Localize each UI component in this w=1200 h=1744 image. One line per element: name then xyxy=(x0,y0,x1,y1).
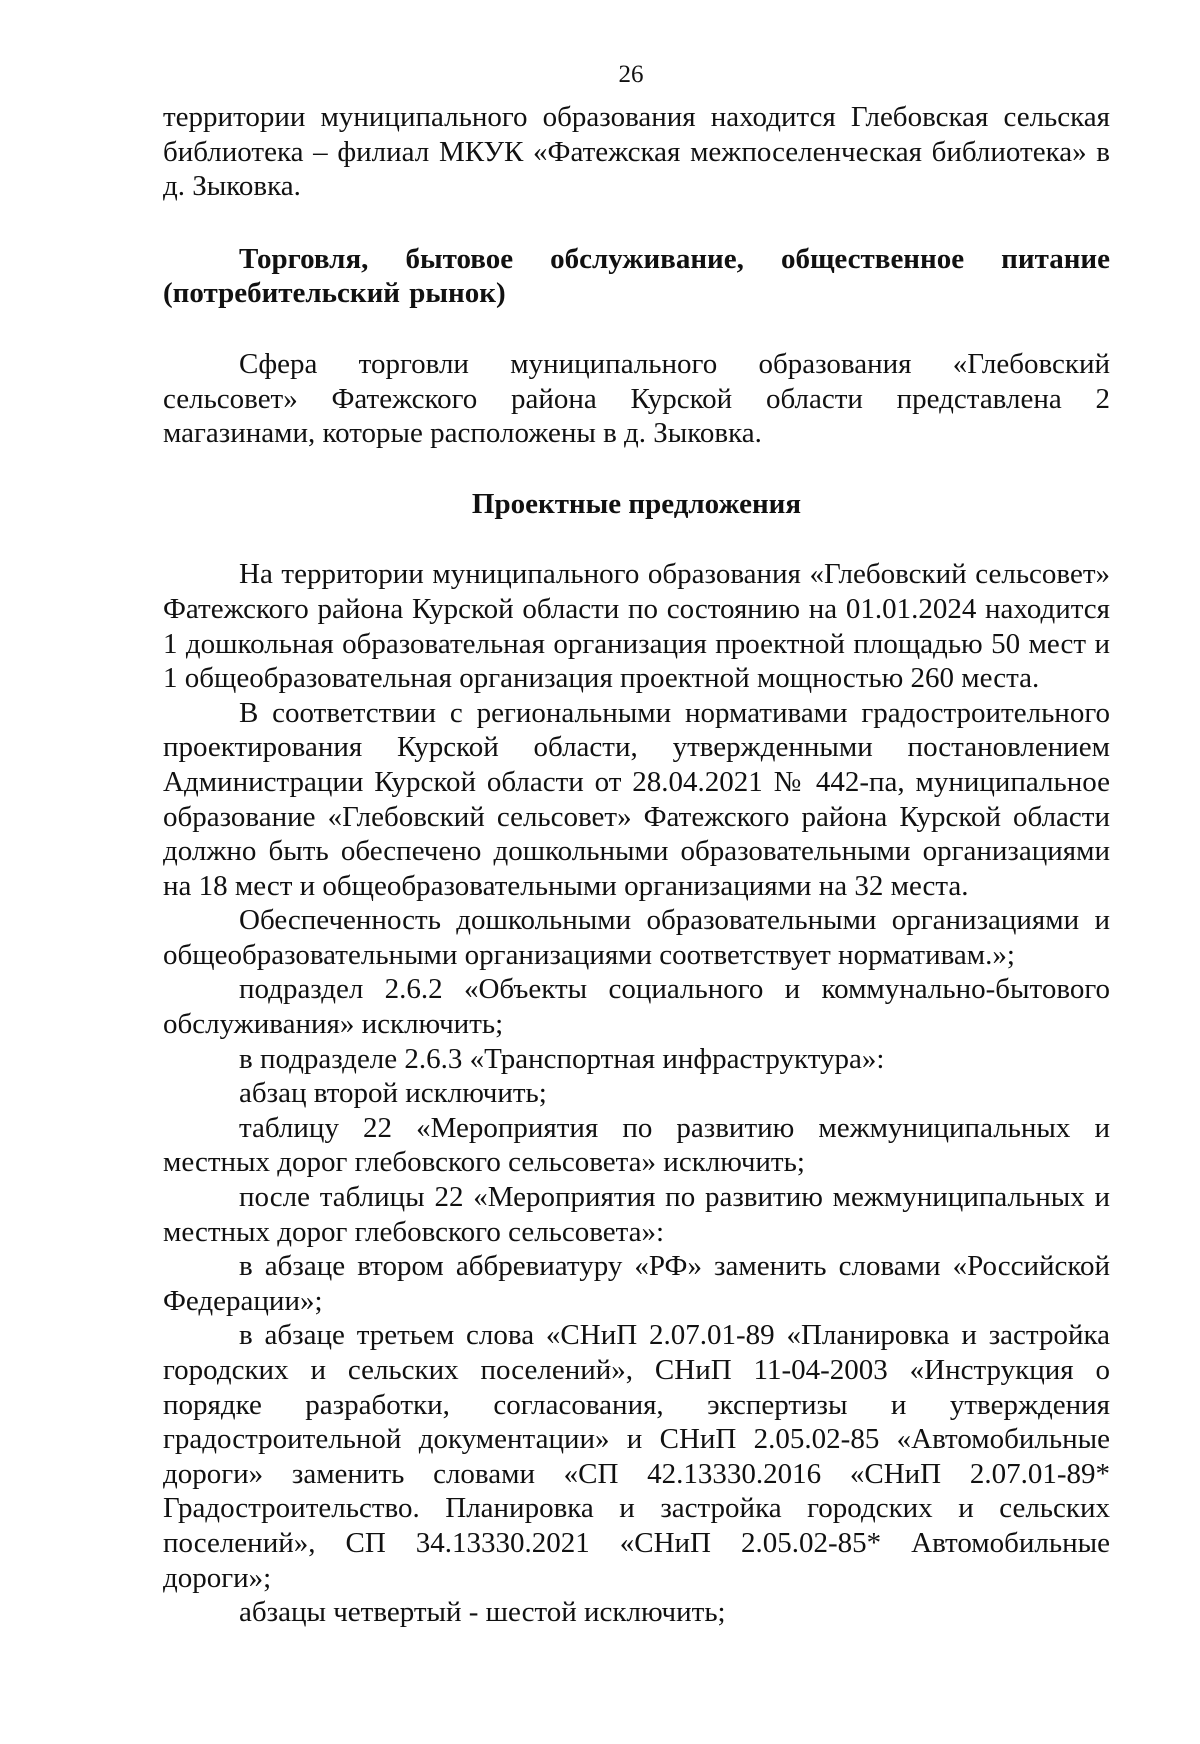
paragraph-amendment: в подразделе 2.6.3 «Транспортная инфраструктура»: xyxy=(239,1042,885,1075)
paragraph-amendment: абзац второй исключить; xyxy=(239,1077,547,1110)
document-body xyxy=(163,100,1110,1630)
paragraph-amendment: в абзаце втором аббревиатуру «РФ» заменить словами «Российской Федерации»; xyxy=(163,1250,1110,1317)
paragraph-amendment: таблицу 22 «Мероприятия по развитию межмуниципальных и местных дорог глебовского сельсовета» исключить; xyxy=(163,1111,1110,1179)
spacer xyxy=(163,311,1110,347)
paragraph-amendment: абзацы четвертый - шестой исключить; xyxy=(239,1596,726,1629)
paragraph-library: территории муниципального образования находится Глебовская сельская библиотека – филиал МКУК «Фатежская межпоселенческая библиотека» в д. Зыковка. xyxy=(163,101,1110,203)
paragraph-proposal: Обеспеченность дошкольными образовательными организациями и общеобразовательными организациями соответствует нормативам.»; xyxy=(163,904,1110,971)
page-number: 26 xyxy=(618,61,644,88)
spacer xyxy=(163,521,1110,557)
spacer xyxy=(163,204,1110,242)
heading-trade: Торговля, бытовое обслуживание, общественное питание (потребительский рынок) xyxy=(163,242,1110,310)
paragraph-trade: Сфера торговли муниципального образования «Глебовский сельсовет» Фатежского района Курской области представлена 2 магазинами, которые расположены в д. Зыковка. xyxy=(163,347,1110,450)
paragraph-amendment: после таблицы 22 «Мероприятия по развитию межмуниципальных и местных дорог глебовского сельсовета»: xyxy=(163,1181,1110,1248)
paragraph-proposal: В соответствии с региональными нормативами градостроительного проектирования Курской области, утвержденными постановлением Администрации Курской области от 28.04.2021 № 442-па, муниципальное образование «Глебовский сельсовет» Фатежского района Курской области должно быть обеспечено дошкольными образовательными организациями на 18 мест и общеобразовательными организациями на 32 места. xyxy=(163,696,1110,902)
paragraph-proposal: На территории муниципального образования «Глебовский сельсовет» Фатежского района Курской области по состоянию на 01.01.2024 находится 1 дошкольная образовательная организация проектной площадью 50 мест и 1 общеобразовательная организация проектной мощностью 260 места. xyxy=(163,558,1110,695)
paragraph-amendment: подраздел 2.6.2 «Объекты социального и коммунально-бытового обслуживания» исключить; xyxy=(163,973,1110,1041)
heading-proposals: Проектные предложения xyxy=(471,487,802,520)
paragraph-amendment: в абзаце третьем слова «СНиП 2.07.01-89 «Планировка и застройка городских и сельских поселений», СНиП 11-04-2003 «Инструкция о порядке разработки, согласования, экспертизы и утверждения градостроительной документации» и СНиП 2.05.02-85 «Автомобильные дороги» заменить словами «СП 42.13330.2016 «СНиП 2.07.01-89* Градостроительство. Планировка и застройка городских и сельских поселений», СП 34.13330.2021 «СНиП 2.05.02-85* Автомобильные дороги»; xyxy=(163,1319,1110,1594)
spacer xyxy=(163,451,1110,487)
